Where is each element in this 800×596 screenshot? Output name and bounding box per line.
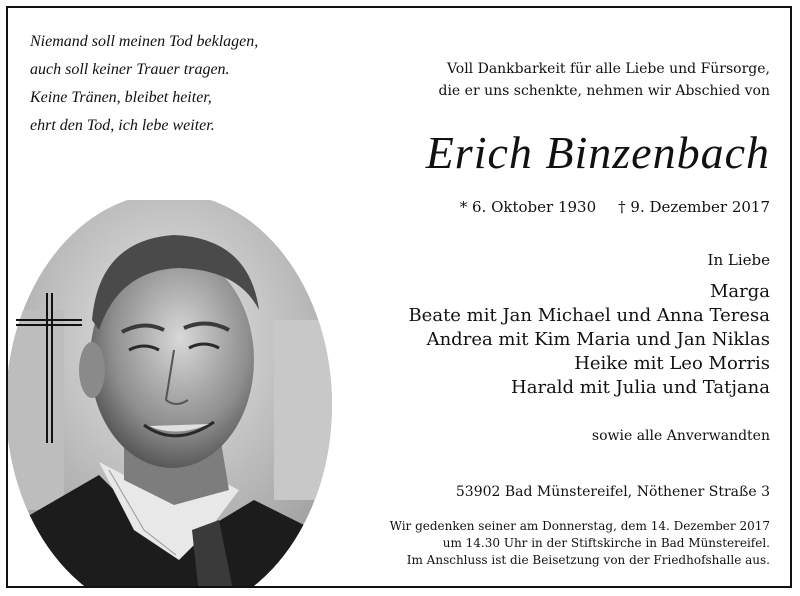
address: 53902 Bad Münstereifel, Nöthener Straße 3 [455, 484, 770, 500]
poem-line-2: auch soll keiner Trauer tragen. [30, 61, 230, 78]
service-line-1: Wir gedenken seiner am Donnerstag, dem 14. Dezember 2017 [389, 519, 770, 533]
cross-icon [16, 293, 82, 443]
intro-line-2: die er uns schenkte, nehmen wir Abschied von [438, 83, 770, 99]
mourners-list [408, 280, 770, 400]
intro-line-1: Voll Dankbarkeit für alle Liebe und Fürsorge, [446, 61, 770, 77]
mourner-3: Andrea mit Kim Maria und Jan Niklas [426, 329, 770, 350]
intro-text [438, 58, 770, 102]
poem-line-1: Niemand soll meinen Tod beklagen, [30, 33, 259, 50]
death-date: † 9. Dezember 2017 [618, 198, 770, 216]
service-line-2: um 14.30 Uhr in der Stiftskirche in Bad Münstereifel. [442, 536, 770, 550]
mourner-1: Marga [709, 281, 770, 302]
life-dates [460, 198, 770, 216]
poem-line-3: Keine Tränen, bleibet heiter, [30, 89, 212, 106]
service-line-3: Im Anschluss ist die Beisetzung von der Friedhofshalle aus. [406, 553, 770, 567]
mourner-4: Heike mit Leo Morris [574, 353, 770, 374]
birth-date: * 6. Oktober 1930 [459, 198, 597, 216]
relatives-line: sowie alle Anverwandten [591, 428, 770, 444]
obituary-card [6, 6, 792, 588]
poem [30, 28, 258, 140]
poem-line-4: ehrt den Tod, ich lebe weiter. [30, 117, 215, 134]
mourner-5: Harald mit Julia und Tatjana [511, 377, 770, 398]
mourners-heading: In Liebe [707, 251, 770, 269]
service-info [390, 518, 770, 569]
mourner-2: Beate mit Jan Michael und Anna Teresa [408, 305, 770, 326]
deceased-name: Erich Binzenbach [425, 127, 770, 178]
